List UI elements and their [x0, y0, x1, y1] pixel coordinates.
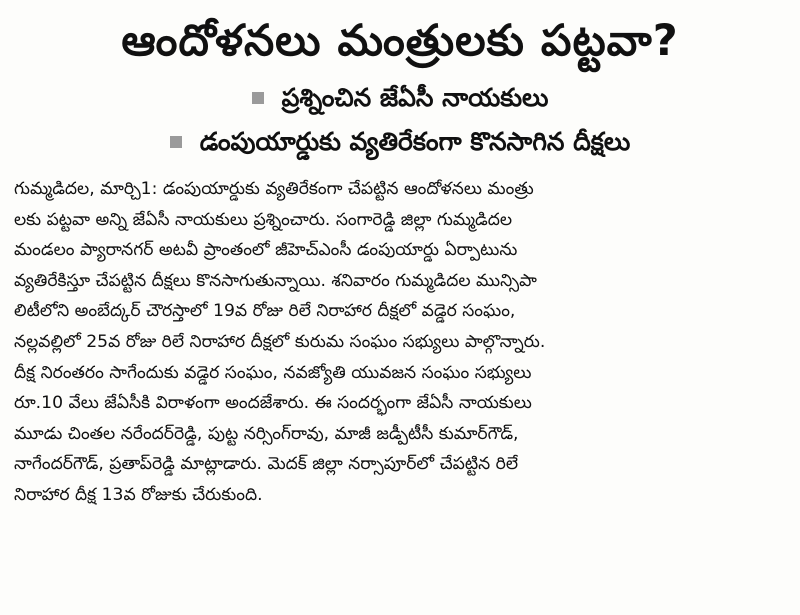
body-line: మండలం ప్యారానగర్ అటవీ ప్రాంతంలో జీహెచ్ఎంసీ డంపుయార్డు ఏర్పాటును [14, 240, 518, 261]
body-line: నిరాహార దీక్ష 13వ రోజుకు చేరుకుంది. [14, 484, 263, 505]
body-line: నాగేందర్‌గౌడ్, ప్రతాప్‌రెడ్డి మాట్లాడారు. మెదక్ జిల్లా నర్సాపూర్‌లో చేపట్టిన రిలే [14, 454, 519, 475]
body-line: రూ.10 వేలు జేఏసీకి విరాళంగా అందజేశారు. ఈ సందర్భంగా జేఏసీ నాయకులు [14, 393, 532, 414]
article-body [14, 174, 786, 511]
headline: ఆందోళనలు మంత్రులకు పట్టవా? [121, 16, 679, 66]
subheading [14, 76, 786, 120]
body-line: నల్లవల్లిలో 25వ రోజు రిలే నిరాహార దీక్షలో కురుమ సంఘం సభ్యులు పాల్గొన్నారు. [14, 331, 546, 352]
body-line: లిటీలోని అంబేద్కర్ చౌరస్తాలో 19వ రోజు రిలే నిరాహార దీక్షలో వడ్డెర సంఘం, [14, 301, 516, 322]
subheadings [14, 76, 786, 164]
subheading [14, 120, 786, 164]
subheading-text: డంపుయార్డుకు వ్యతిరేకంగా కొనసాగిన దీక్షలు [199, 127, 631, 156]
body-line: గుమ్మడిదల, మార్చి1: డంపుయార్డుకు వ్యతిరేకంగా చేపట్టిన ఆందోళనలు మంత్రు [14, 179, 534, 199]
body-line: లకు పట్టవా అన్ని జేఏసీ నాయకులు ప్రశ్నించారు. సంగారెడ్డి జిల్లా గుమ్మడిదల [14, 209, 513, 230]
body-line: మూడు చింతల నరేందర్‌రెడ్డి, పుట్ట నర్సింగ్‌రావు, మాజీ జడ్పీటీసీ కుమార్‌గౌడ్, [14, 423, 519, 444]
body-line: వ్యతిరేకిస్తూ చేపట్టిన దీక్షలు కొనసాగుతున్నాయి. శనివారం గుమ్మడిదల మున్సిపా [14, 270, 537, 291]
body-line: దీక్ష నిరంతరం సాగేందుకు వడ్డెర సంఘం, నవజ్యోతి యువజన సంఘం సభ్యులు [14, 362, 532, 383]
square-bullet-icon [170, 136, 182, 148]
square-bullet-icon [252, 92, 264, 104]
subheading-text: ప్రశ్నించిన జేఏసీ నాయకులు [281, 83, 549, 112]
